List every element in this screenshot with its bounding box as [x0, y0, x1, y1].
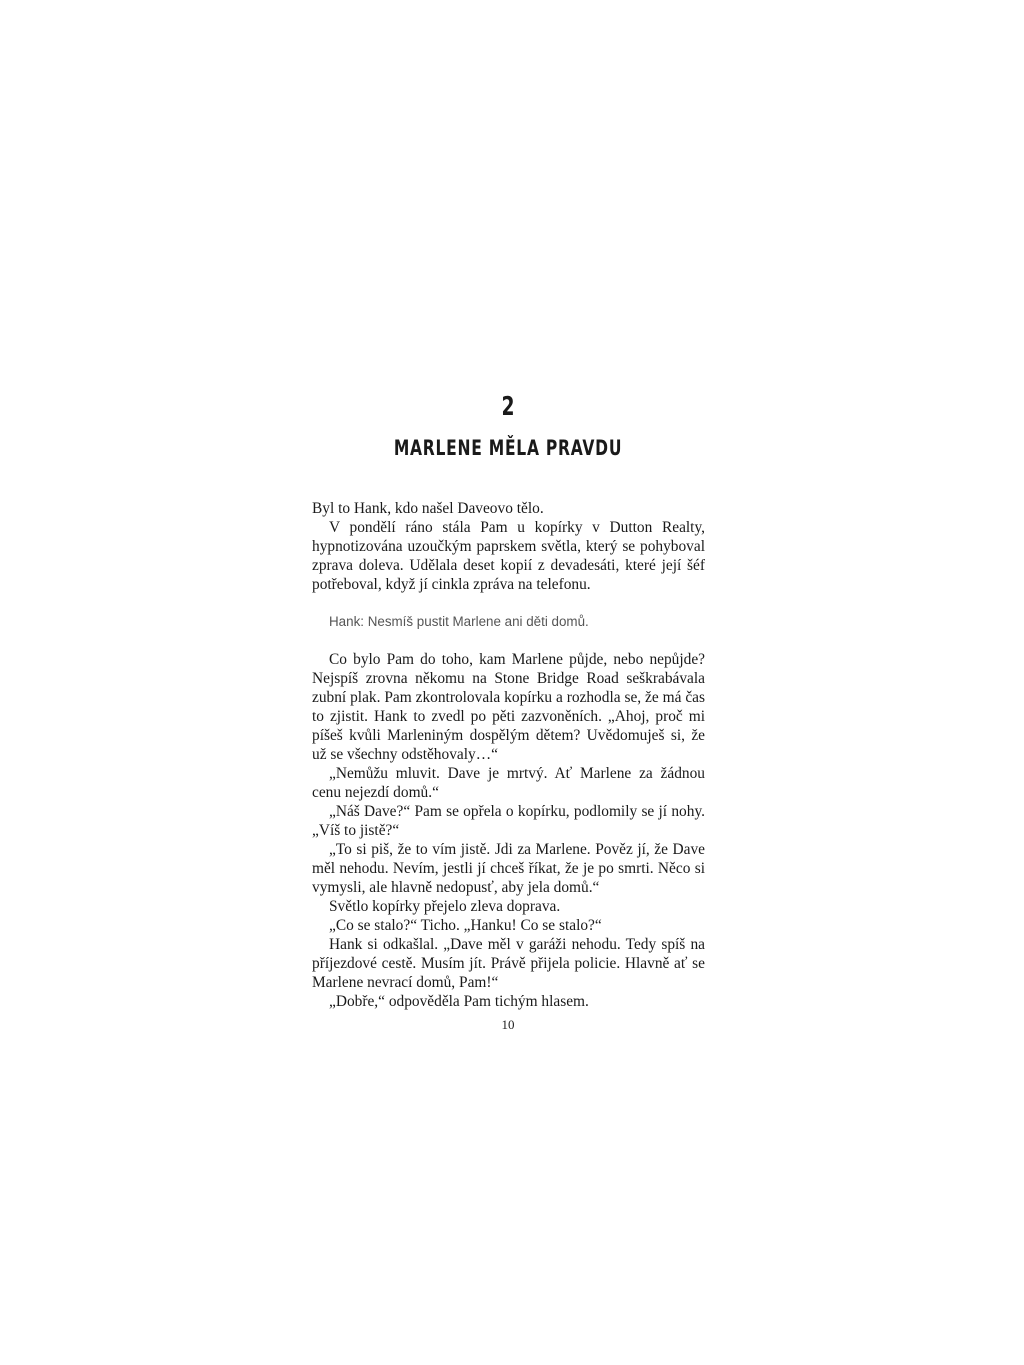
main-text [312, 650, 705, 1011]
text-message: Hank: Nesmíš pustit Marlene ani děti domů. [329, 614, 589, 629]
paragraph: Byl to Hank, kdo našel Daveovo tělo. [312, 500, 544, 517]
paragraph: „Co se stalo?“ Ticho. „Hanku! Co se stalo?“ [329, 917, 602, 934]
page-number: 10 [501, 1017, 515, 1032]
paragraph: Co bylo Pam do toho, kam Marlene půjde, nebo nepůjde? Nejspíš zrovna někomu na Stone Bridge Road seškrabávala zubní plak. Pam zkontrolovala kopírku a rozhodla se, že má čas to zjistit. Hank to zvedl po pěti zazvoněních. „Ahoj, proč mi píšeš kvůli Marleniným dospělým dětem? Uvědomuješ si, že už se všechny odstěhovaly…“ [312, 651, 705, 763]
paragraph: „Náš Dave?“ Pam se opřela o kopírku, podlomily se jí nohy. „Víš to jistě?“ [312, 803, 705, 839]
paragraph: Hank si odkašlal. „Dave měl v garáži nehodu. Tedy spíš na příjezdové cestě. Musím jít. Právě přijela policie. Hlavně ať se Marlene nevrací domů, Pam!“ [312, 936, 705, 991]
paragraph: Světlo kopírky přejelo zleva doprava. [329, 898, 561, 915]
chapter-title: MARLENE MĚLA PRAVDU [393, 436, 623, 460]
intro-text [312, 499, 705, 594]
paragraph: „Nemůžu mluvit. Dave je mrtvý. Ať Marlene za žádnou cenu nejezdí domů.“ [312, 765, 705, 801]
paragraph: V pondělí ráno stála Pam u kopírky v Dutton Realty, hypnotizována uzoučkým paprskem světla, který se pohyboval zprava doleva. Udělala deset kopií z devadesáti, které její šéf potřeboval, když jí cinkla zpráva na telefonu. [312, 519, 705, 593]
paragraph: „To si piš, že to vím jistě. Jdi za Marlene. Pověz jí, že Dave měl nehodu. Nevím, jestli jí chceš říkat, že je po smrti. Něco si vymysli, ale hlavně nedopusť, aby jela domů.“ [312, 841, 705, 896]
chapter-number: 2 [501, 392, 515, 422]
paragraph: „Dobře,“ odpověděla Pam tichým hlasem. [329, 993, 589, 1010]
